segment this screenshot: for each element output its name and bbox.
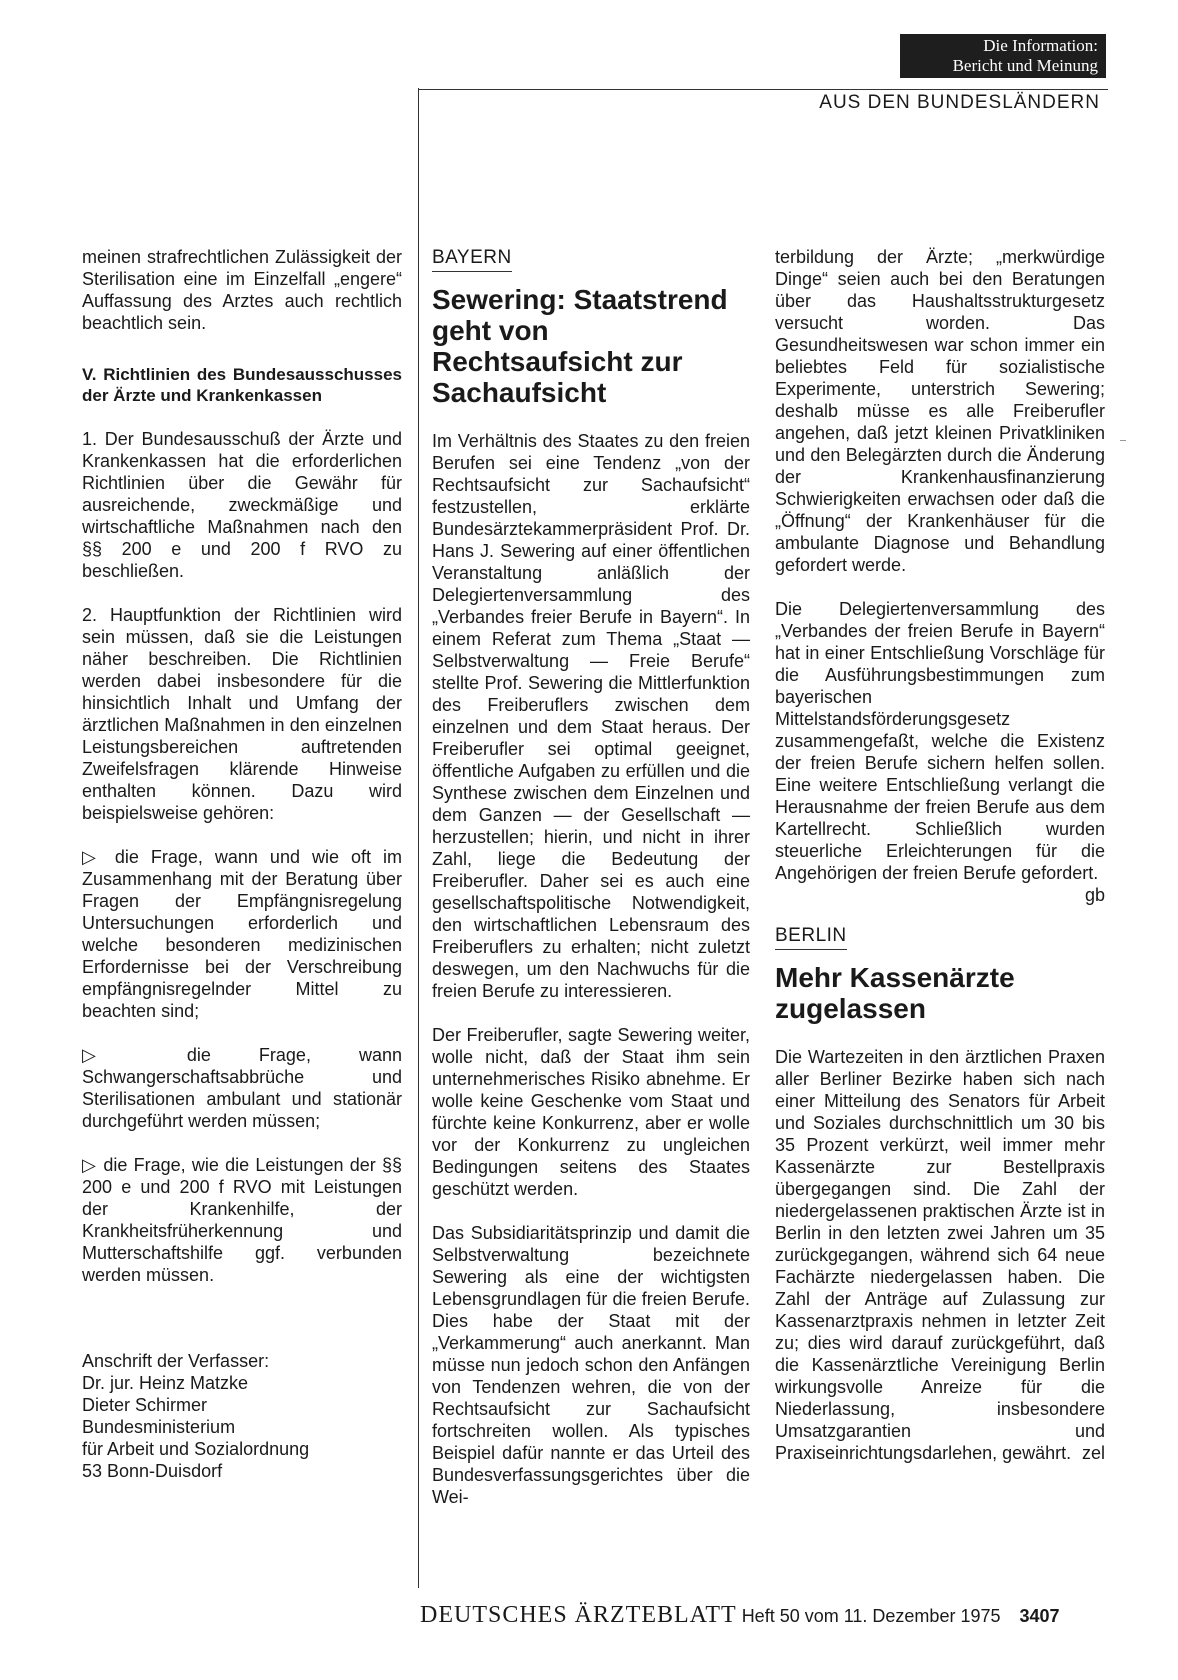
region-label: BAYERN: [432, 247, 512, 272]
section-title: AUS DEN BUNDESLÄNDERN: [819, 92, 1100, 113]
paragraph: meinen strafrechtlichen Zulässigkeit der Sterilisation eine im Einzelfall „engere“ Auffassung des Arztes auch rechtlich beachtlich sein.: [82, 247, 402, 333]
magazine-name: DEUTSCHES ÄRZTEBLATT: [420, 1602, 737, 1628]
paragraph-text: Die Wartezeiten in den ärztlichen Praxen aller Berliner Bezirke haben sich nach einer Mitteilung des Senators für Arbeit und Soziales durchschnittlich um 30 bis 35 Prozent verkürzt, weil immer mehr Kassenärzte zur Bestellpraxis übergegangen sind. Die Zahl der niedergelassenen praktischen Ärzte ist in Berlin in den letzten zwei Jahren um 35 zurückgegangen, während sich 64 neue Fachärzte niedergelassen haben. Die Zahl der Anträge auf Zulassung zur Kassenarztpraxis nehmen in letzter Zeit zu; dies wird darauf zurückgeführt, daß die Kassenärztliche Vereinigung Berlin wirkungsvolle Anreize für die Niederlassung, insbesondere Umsatzgarantien und Praxiseinrichtungsdarlehen, gewährt.: [775, 1047, 1105, 1463]
paragraph: [775, 1046, 1105, 1464]
paragraph: Das Subsidiaritätsprinzip und damit die Selbstverwaltung bezeichnete Sewering als eine der wichtigsten Lebensgrundlagen für die freien Berufe. Dies habe der Staat mit der „Verkammerung“ auch anerkannt. Man müsse nun jedoch schon den Anfängen von Tendenzen wehren, die von der Rechtsaufsicht zur Sachaufsicht fortschreiten wollen. Als typisches Beispiel dafür nannte er das Urteil des Bundesverfassungsgerichtes über die Wei-: [432, 1223, 750, 1507]
bullet-item: ▷ die Frage, wann Schwangerschaftsabbrüche und Sterilisationen ambulant und stationär durchgeführt werden müssen;: [82, 1045, 402, 1131]
paragraph: 1. Der Bundesausschuß der Ärzte und Krankenkassen hat die erforderlichen Richtlinien über die Gewähr für ausreichende, zweckmäßige und wirtschaftliche Maßnahmen nach den §§ 200 e und 200 f RVO zu beschließen.: [82, 429, 402, 581]
bullet-item: ▷ die Frage, wie die Leistungen der §§ 200 e und 200 f RVO mit Leistungen der Krankenhilfe, der Krankheitsfrüherkennung und Mutterschaftshilfe ggf. verbunden werden müssen.: [82, 1155, 402, 1285]
article-headline: Sewering: Staatstrend geht von Rechtsaufsicht zur Sachaufsicht: [432, 284, 728, 408]
rubric-badge: [900, 34, 1106, 78]
author-signature: gb: [1084, 885, 1105, 905]
column-middle: [432, 246, 750, 1508]
page-footer: [420, 1602, 1060, 1629]
paragraph: [775, 598, 1105, 905]
issue-info: Heft 50 vom 11. Dezember 1975: [741, 1606, 1001, 1626]
article-headline: Mehr Kassenärzte zugelassen: [775, 962, 1015, 1024]
paragraph: 2. Hauptfunktion der Richtlinien wird sein müssen, daß sie die Leistungen näher beschreiben. Die Richtlinien werden dabei insbesondere für die hinsichtlich Inhalt und Umfang der ärztlichen Maßnahmen in den einzelnen Leistungsbereichen auftretenden Zweifelsfragen klärende Hinweise enthalten können. Dazu wird beispielsweise gehören:: [82, 605, 402, 823]
paragraph: Der Freiberufler, sagte Sewering weiter, wolle nicht, daß der Staat ihm sein unternehmerisches Risiko abnehme. Er wolle keine Geschenke vom Staat und fürchte keine Konkurrenz, aber er wolle vor der Konkurrenz zu ungleichen Bedingungen seitens des Staates geschützt werden.: [432, 1025, 750, 1199]
column-right: [775, 246, 1105, 1464]
address-line: Bundesministerium: [82, 1417, 236, 1437]
rubric-line-2: Bericht und Meinung: [952, 56, 1098, 75]
address-line: für Arbeit und Sozialordnung: [82, 1439, 310, 1459]
margin-mark: [1120, 440, 1126, 441]
page-number: 3407: [1019, 1606, 1060, 1626]
address-line: 53 Bonn-Duisdorf: [82, 1461, 223, 1481]
column-divider: [418, 88, 419, 1588]
subheading: V. Richtlinien des Bundesausschusses der Ärzte und Krankenkassen: [82, 365, 402, 405]
address-line: Dieter Schirmer: [82, 1395, 208, 1415]
author-signature: zel: [1081, 1443, 1105, 1463]
paragraph: terbildung der Ärzte; „merkwürdige Dinge“ seien auch bei den Beratungen über das Haushaltsstrukturgesetz versucht worden. Das Gesundheitswesen war schon immer ein beliebtes Feld für sozialistische Experimente, unterstrich Sewering; deshalb müsse es alle Freiberufler angehen, daß jetzt kleinen Privatkliniken und den Belegärzten durch die Änderung der Krankenhausfinanzierung Schwierigkeiten erwachsen oder daß die „Öffnung“ der Krankenhäuser für die ambulante Diagnose und Behandlung gefordert werde.: [775, 247, 1105, 575]
paragraph-text: Die Delegiertenversammlung des „Verbandes der freien Berufe in Bayern“ hat in einer Entschließung Vorschläge für die Ausführungsbestimmungen zum bayerischen Mittelstandsförderungsgesetz zusammengefaßt, welche die Existenz der freien Berufe sichern helfen sollen. Eine weitere Entschließung verlangt die Herausnahme der freien Berufe aus dem Kartellrecht. Schließlich wurden steuerliche Erleichterungen für die Angehörigen der freien Berufe gefordert.: [775, 599, 1105, 883]
address-line: Anschrift der Verfasser:: [82, 1351, 270, 1371]
header-rule: [418, 89, 1108, 90]
column-left: [82, 246, 402, 1482]
address-line: Dr. jur. Heinz Matzke: [82, 1373, 249, 1393]
bullet-item: ▷ die Frage, wann und wie oft im Zusammenhang mit der Beratung über Fragen der Empfängnisregelung Untersuchungen erforderlich und welche besonderen medizinischen Erfordernisse bei der Verschreibung empfängnisregelnder Mittel zu beachten sind;: [82, 847, 402, 1021]
paragraph: Im Verhältnis des Staates zu den freien Berufen sei eine Tendenz „von der Rechtsaufsicht zur Sachaufsicht“ festzustellen, erklärte Bundesärztekammerpräsident Prof. Dr. Hans J. Sewering auf einer öffentlichen Veranstaltung anläßlich der Delegiertenversammlung des „Verbandes freier Berufe in Bayern“. In einem Referat zum Thema „Staat — Selbstverwaltung — Freie Berufe“ stellte Prof. Sewering die Mittlerfunktion des Freiberuflers zwischen dem einzelnen und dem Staat heraus. Der Freiberufler sei optimal geeignet, öffentliche Aufgaben zu erfüllen und die Synthese zwischen dem Einzelnen und dem Ganzen — der Gesellschaft — herzustellen; hierin, und nicht in ihrer Zahl, liege die Bedeutung der Freiberufler. Daher sei es auch eine gesellschaftspolitische Notwendigkeit, den wirtschaftlichen Lebensraum des Freiberuflers zu erhalten; nicht zuletzt deswegen, um den Nachwuchs für die freien Berufe zu interessieren.: [432, 431, 750, 1001]
region-label: BERLIN: [775, 925, 847, 950]
rubric-line-1: Die Information:: [983, 36, 1098, 55]
